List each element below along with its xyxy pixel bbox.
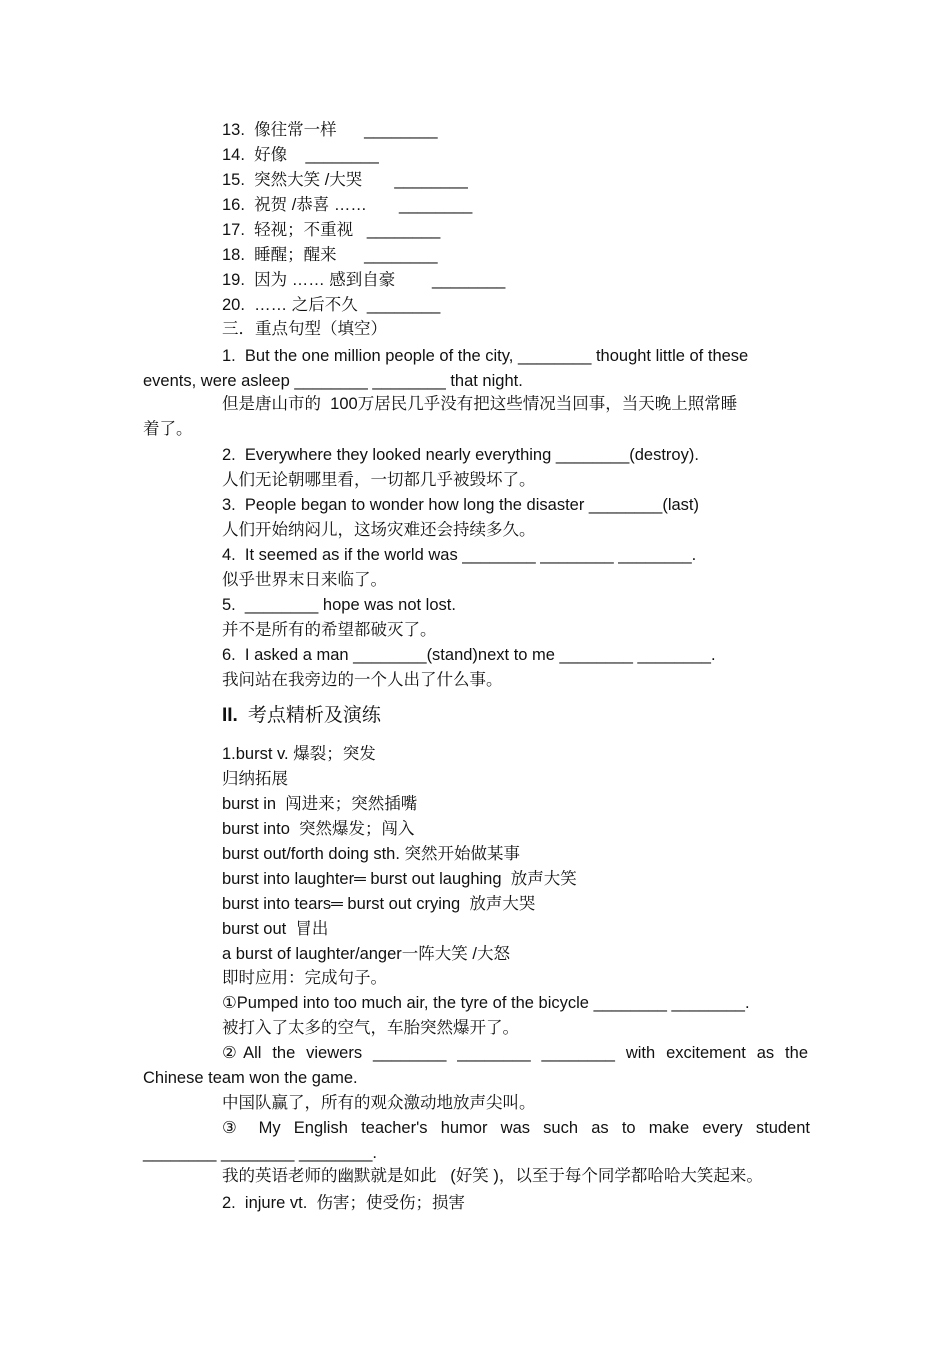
- burst-item-2: burst into 突然爆发；闯入: [222, 820, 415, 838]
- sentence-1-en-line1: 1. But the one million people of the city, ________ thought little of these: [222, 347, 749, 365]
- phrase-item-19: 19. 因为 …… 感到自豪 ________: [222, 271, 506, 289]
- sentence-1-zh-line2: 着了。: [143, 420, 193, 438]
- burst-practice-label: 即时应用：完成句子。: [222, 969, 387, 987]
- burst-item-7: a burst of laughter/anger一阵大笑 /大怒: [222, 945, 510, 963]
- injure-heading: 2. injure vt. 伤害；使受伤；损害: [222, 1194, 465, 1212]
- sentence-1-zh-line1: 但是唐山市的 100万居民几乎没有把这些情况当回事，当天晚上照常睡: [222, 395, 738, 413]
- sentence-2-zh: 人们无论朝哪里看，一切都几乎被毁坏了。: [222, 471, 536, 489]
- phrase-item-13: 13. 像往常一样 ________: [222, 121, 438, 139]
- burst-heading: 1.burst v. 爆裂；突发: [222, 745, 376, 763]
- burst-exercise-3-en-line2: ________ ________ ________.: [143, 1144, 377, 1162]
- sentence-6-en: 6. I asked a man ________(stand)next to me ________ ________.: [222, 646, 716, 664]
- phrase-item-20: 20. …… 之后不久 ________: [222, 296, 441, 314]
- sentence-5-en: 5. ________ hope was not lost.: [222, 596, 456, 614]
- phrase-item-17: 17. 轻视；不重视 ________: [222, 221, 441, 239]
- burst-exercise-3-zh: 我的英语老师的幽默就是如此 (好笑 )，以至于每个同学都哈哈大笑起来。: [222, 1167, 763, 1185]
- section-two-numeral: II.: [222, 705, 238, 726]
- phrase-item-15: 15. 突然大笑 /大哭 ________: [222, 171, 468, 189]
- burst-exercise-2-en-line1: ②All the viewers ________ ________ ________ with excitement as the: [222, 1044, 808, 1062]
- section-three-title: 三．重点句型（填空）: [222, 320, 387, 338]
- sentence-2-en: 2. Everywhere they looked nearly everything ________(destroy).: [222, 446, 699, 464]
- burst-exercise-1-zh: 被打入了太多的空气，车胎突然爆开了。: [222, 1019, 519, 1037]
- sentence-1-en-line2: events, were asleep ________ ________ that night.: [143, 372, 523, 390]
- sentence-3-zh: 人们开始纳闷儿，这场灾难还会持续多久。: [222, 521, 536, 539]
- sentence-4-zh: 似乎世界末日来临了。: [222, 571, 387, 589]
- section-two-heading: [222, 705, 381, 727]
- burst-exercise-2-en-line2: Chinese team won the game.: [143, 1069, 358, 1087]
- burst-item-3: burst out/forth doing sth. 突然开始做某事: [222, 845, 521, 863]
- burst-item-6: burst out 冒出: [222, 920, 329, 938]
- burst-exercise-2-zh: 中国队赢了，所有的观众激动地放声尖叫。: [222, 1094, 536, 1112]
- phrase-item-16: 16. 祝贺 /恭喜 …… ________: [222, 196, 473, 214]
- sentence-6-zh: 我问站在我旁边的一个人出了什么事。: [222, 671, 503, 689]
- burst-summary-label: 归纳拓展: [222, 770, 288, 788]
- sentence-3-en: 3. People began to wonder how long the disaster ________(last): [222, 496, 699, 514]
- burst-item-5: burst into tears═ burst out crying 放声大哭: [222, 895, 536, 913]
- burst-item-1: burst in 闯进来；突然插嘴: [222, 795, 418, 813]
- section-two-title: 考点精析及演练: [247, 705, 381, 726]
- phrase-item-18: 18. 睡醒；醒来 ________: [222, 246, 438, 264]
- sentence-5-zh: 并不是所有的希望都破灭了。: [222, 621, 437, 639]
- sentence-4-en: 4. It seemed as if the world was ________ ________ ________.: [222, 546, 697, 564]
- burst-item-4: burst into laughter═ burst out laughing 放声大笑: [222, 870, 577, 888]
- phrase-item-14: 14. 好像 ________: [222, 146, 379, 164]
- burst-exercise-1-en: ①Pumped into too much air, the tyre of the bicycle ________ ________.: [222, 994, 750, 1012]
- burst-exercise-3-en-line1: ③ My English teacher's humor was such as to make every student: [222, 1119, 810, 1137]
